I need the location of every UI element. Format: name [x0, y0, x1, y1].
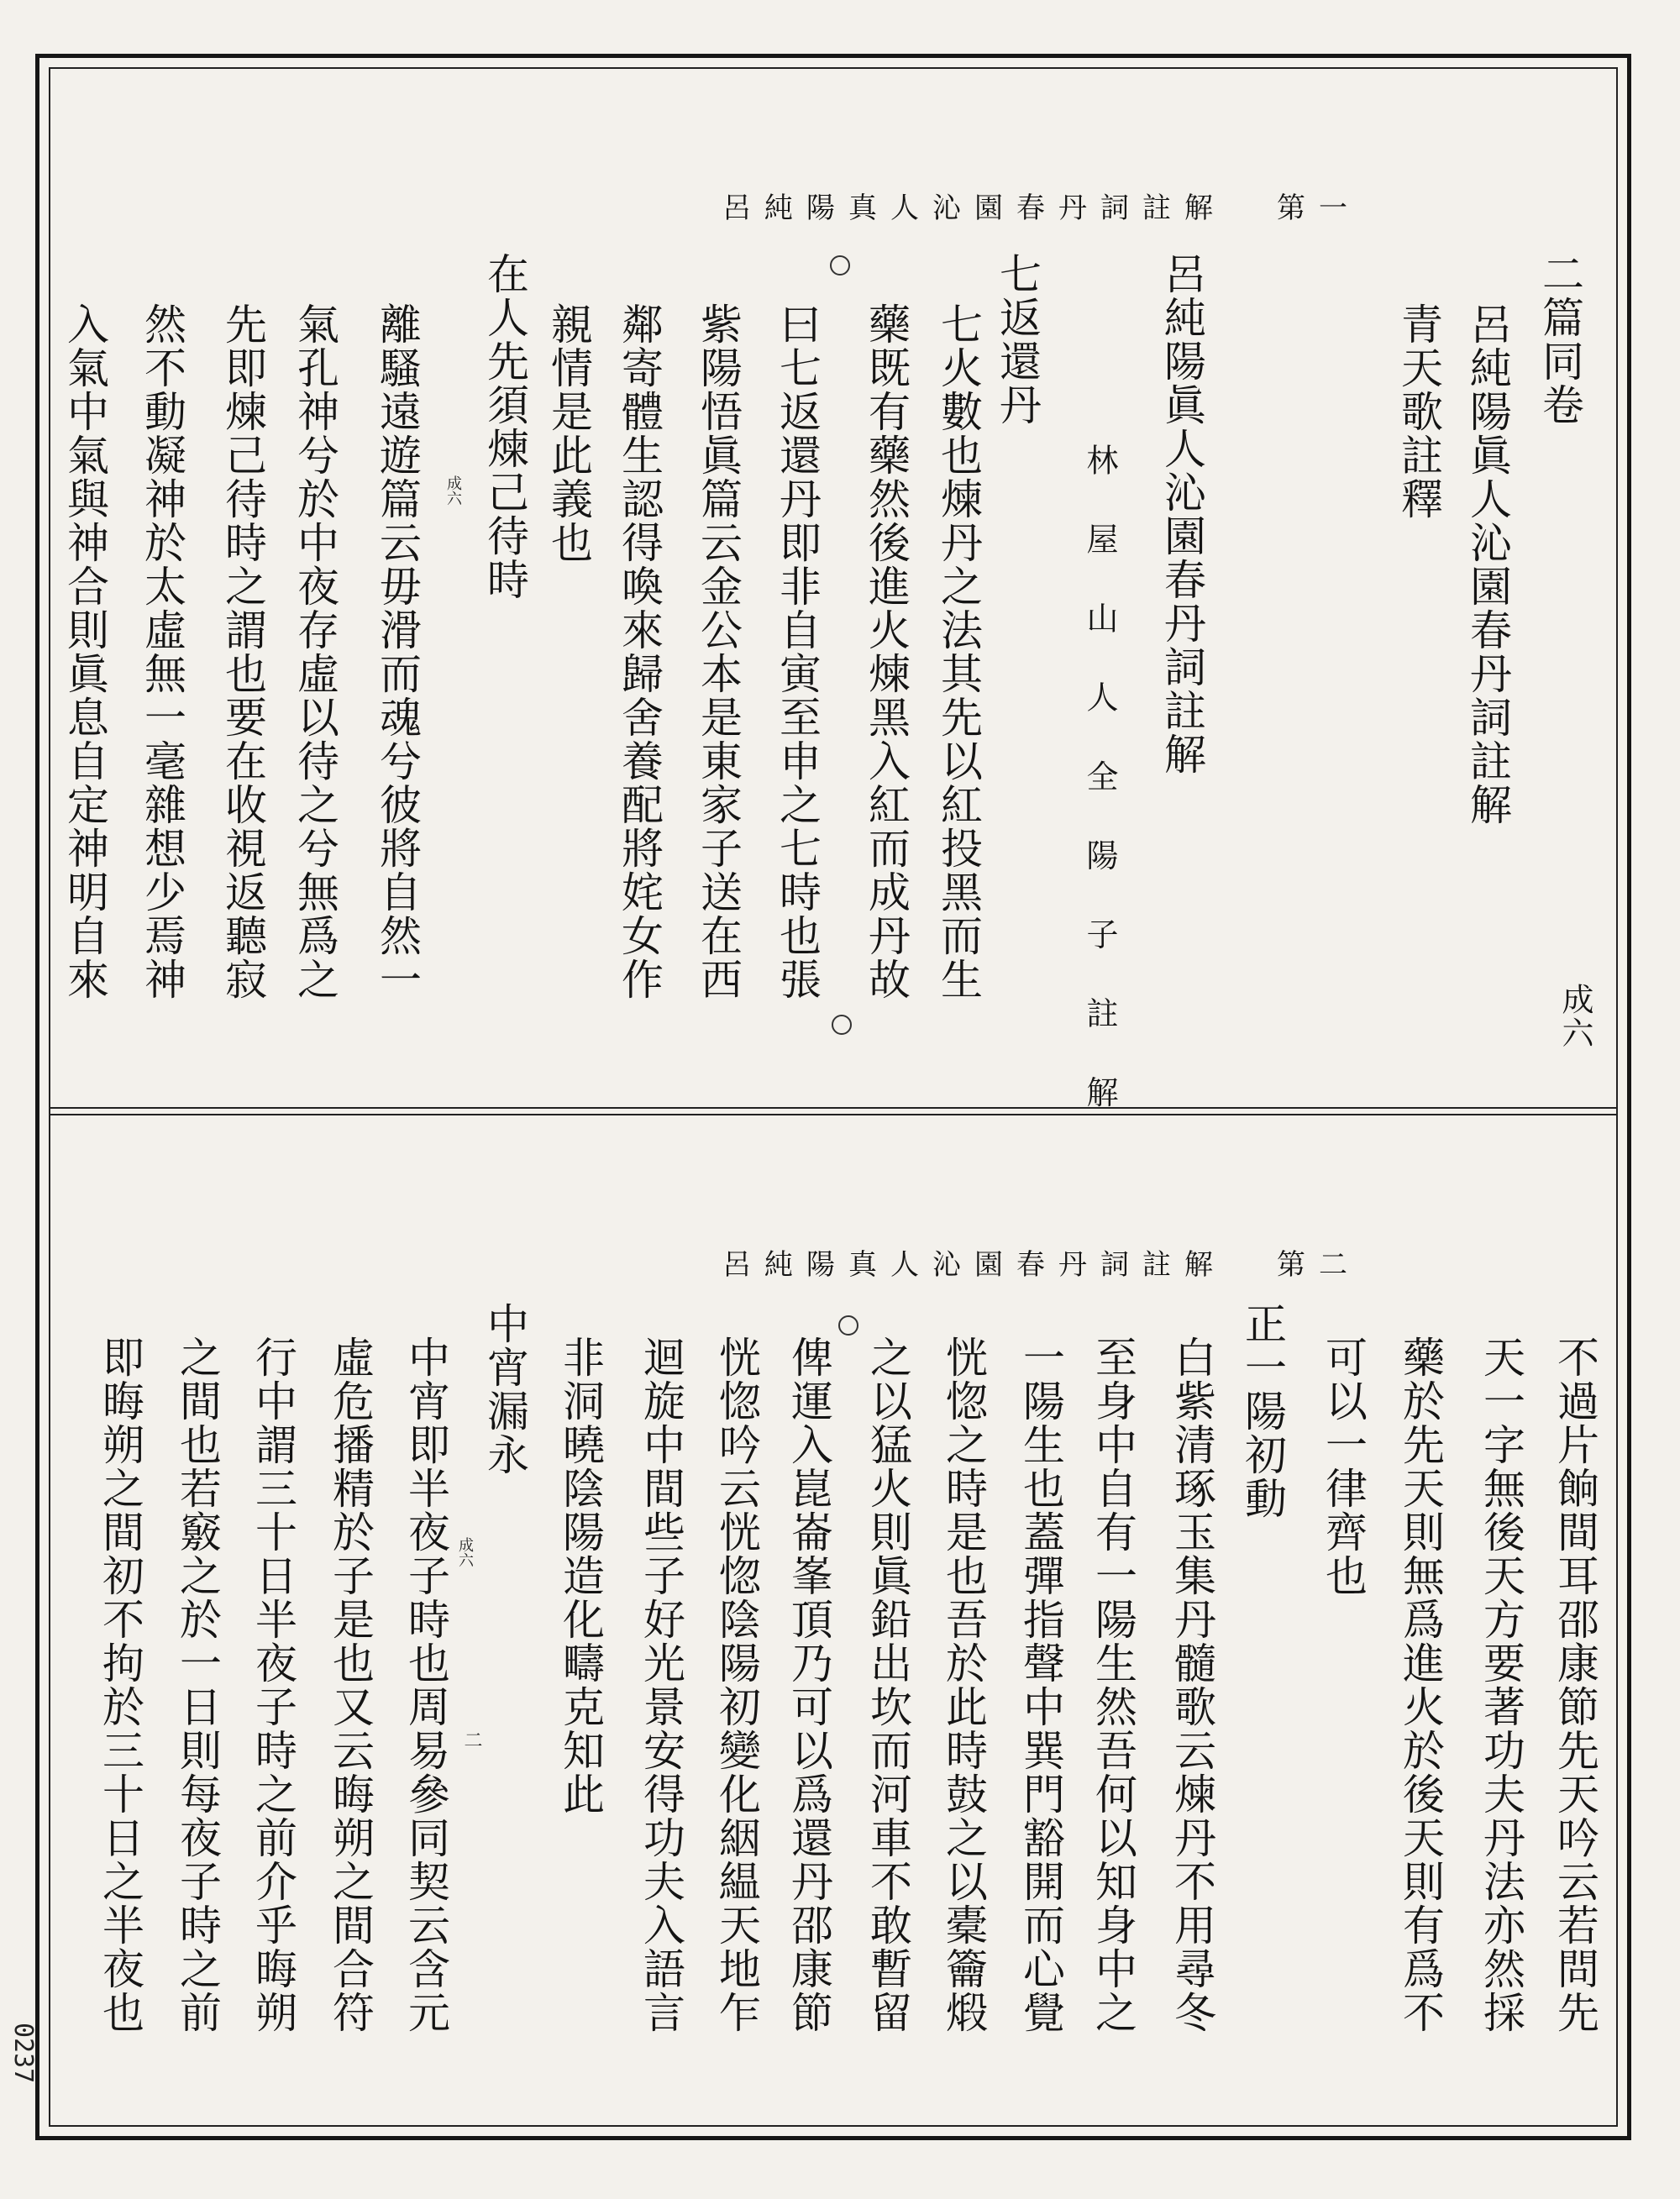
- text-column: 呂純陽眞人沁園春丹詞註解: [1463, 302, 1512, 827]
- text-column: 天一字無後天方要著功夫丹法亦然採: [1477, 1336, 1525, 2034]
- text-column: 七火數也煉丹之法其先以紅投黑而生: [934, 302, 983, 1001]
- text-column: 一陽生也蓋彈指聲中巽門豁開而心覺: [1016, 1336, 1065, 2034]
- text-column: 俾運入崑崙峯頂乃可以爲還丹邵康節: [785, 1336, 833, 2034]
- text-column: 中宵即半夜子時也周易參同契云含元: [402, 1336, 450, 2034]
- text-column: 親情是此義也: [544, 302, 593, 564]
- bottom-page-header: [722, 1241, 1361, 1283]
- punctuation-circle: [838, 1315, 858, 1336]
- margin-page-number: 0237: [8, 2023, 38, 2084]
- text-column: 成六: [1557, 983, 1593, 1050]
- text-column: 藥於先天則無爲進火於後天則有爲不: [1396, 1336, 1445, 2034]
- text-column: 在人先須煉己待時: [480, 252, 529, 601]
- text-column: 紫陽悟眞篇云金公本是東家子送在西: [694, 302, 743, 1001]
- text-column: 迴旋中間些子好光景安得功夫入語言: [637, 1336, 685, 2034]
- text-column: 先即煉己待時之謂也要在收視返聽寂: [218, 302, 267, 1001]
- text-column: 入氣中氣與神合則眞息自定神明自來: [60, 302, 109, 1001]
- text-column: 離騷遠遊篇云毋滑而魂兮彼將自然一: [373, 302, 422, 1001]
- page-divider: [49, 1107, 1618, 1115]
- text-column: 恍惚吟云恍惚陰陽初變化絪緼天地乍: [712, 1336, 761, 2034]
- text-column: 呂純陽眞人沁園春丹詞註解: [1158, 252, 1206, 776]
- text-column: 鄰寄體生認得喚來歸舍養配將姹女作: [615, 302, 664, 1001]
- text-column: 林 屋 山 人 全 陽 子 註 解: [1081, 443, 1118, 1126]
- text-column: 不過片餉間耳邵康節先天吟云若問先: [1551, 1336, 1599, 2034]
- text-column: 可以一律齊也: [1319, 1336, 1368, 1598]
- text-column: 白紫清琢玉集丹髓歌云煉丹不用尋冬: [1168, 1336, 1216, 2034]
- text-column: 曰七返還丹即非自寅至申之七時也張: [773, 302, 822, 1001]
- header-title: 呂純陽真人沁園春丹詞註解: [722, 192, 1226, 225]
- text-column: 二篇同卷: [1536, 252, 1584, 427]
- text-column: 之以猛火則眞鉛出坎而河車不敢暫留: [864, 1336, 912, 2034]
- text-column: 七返還丹: [993, 252, 1042, 427]
- top-page-header: [722, 185, 1361, 226]
- punctuation-circle: [832, 1015, 852, 1035]
- header-section: 第二: [1277, 1248, 1361, 1282]
- text-column: 之間也若竅之於一日則每夜子時之前: [173, 1336, 222, 2034]
- text-column: 虛危播精於子是也又云晦朔之間合符: [326, 1336, 375, 2034]
- header-title: 呂純陽真人沁園春丹詞註解: [722, 1248, 1226, 1282]
- page-note: 成六: [444, 475, 462, 506]
- text-column: 氣孔神兮於中夜存虛以待之兮無爲之: [291, 302, 339, 1001]
- text-column: 藥既有藥然後進火煉黑入紅而成丹故: [862, 302, 911, 1001]
- text-column: 然不動凝神於太虛無一毫雜想少焉神: [138, 302, 186, 1001]
- punctuation-circle: [830, 255, 850, 276]
- text-column: 非洞曉陰陽造化疇克知此: [556, 1336, 605, 1816]
- text-column: 青天歌註釋: [1394, 302, 1443, 521]
- text-column: 即晦朔之間初不拘於三十日之半夜也: [96, 1336, 144, 2034]
- text-column: 至身中自有一陽生然吾何以知身中之: [1089, 1336, 1137, 2034]
- text-column: 行中謂三十日半夜子時之前介乎晦朔: [249, 1336, 297, 2034]
- text-column: 恍惚之時是也吾於此時鼓之以橐籥煅: [939, 1336, 988, 2034]
- text-column: 中宵漏永: [480, 1302, 529, 1477]
- text-column: 正一陽初動: [1238, 1302, 1287, 1520]
- page-note: 成六: [456, 1537, 474, 1567]
- page-number: 二: [461, 1730, 482, 1749]
- header-section: 第一: [1277, 192, 1361, 225]
